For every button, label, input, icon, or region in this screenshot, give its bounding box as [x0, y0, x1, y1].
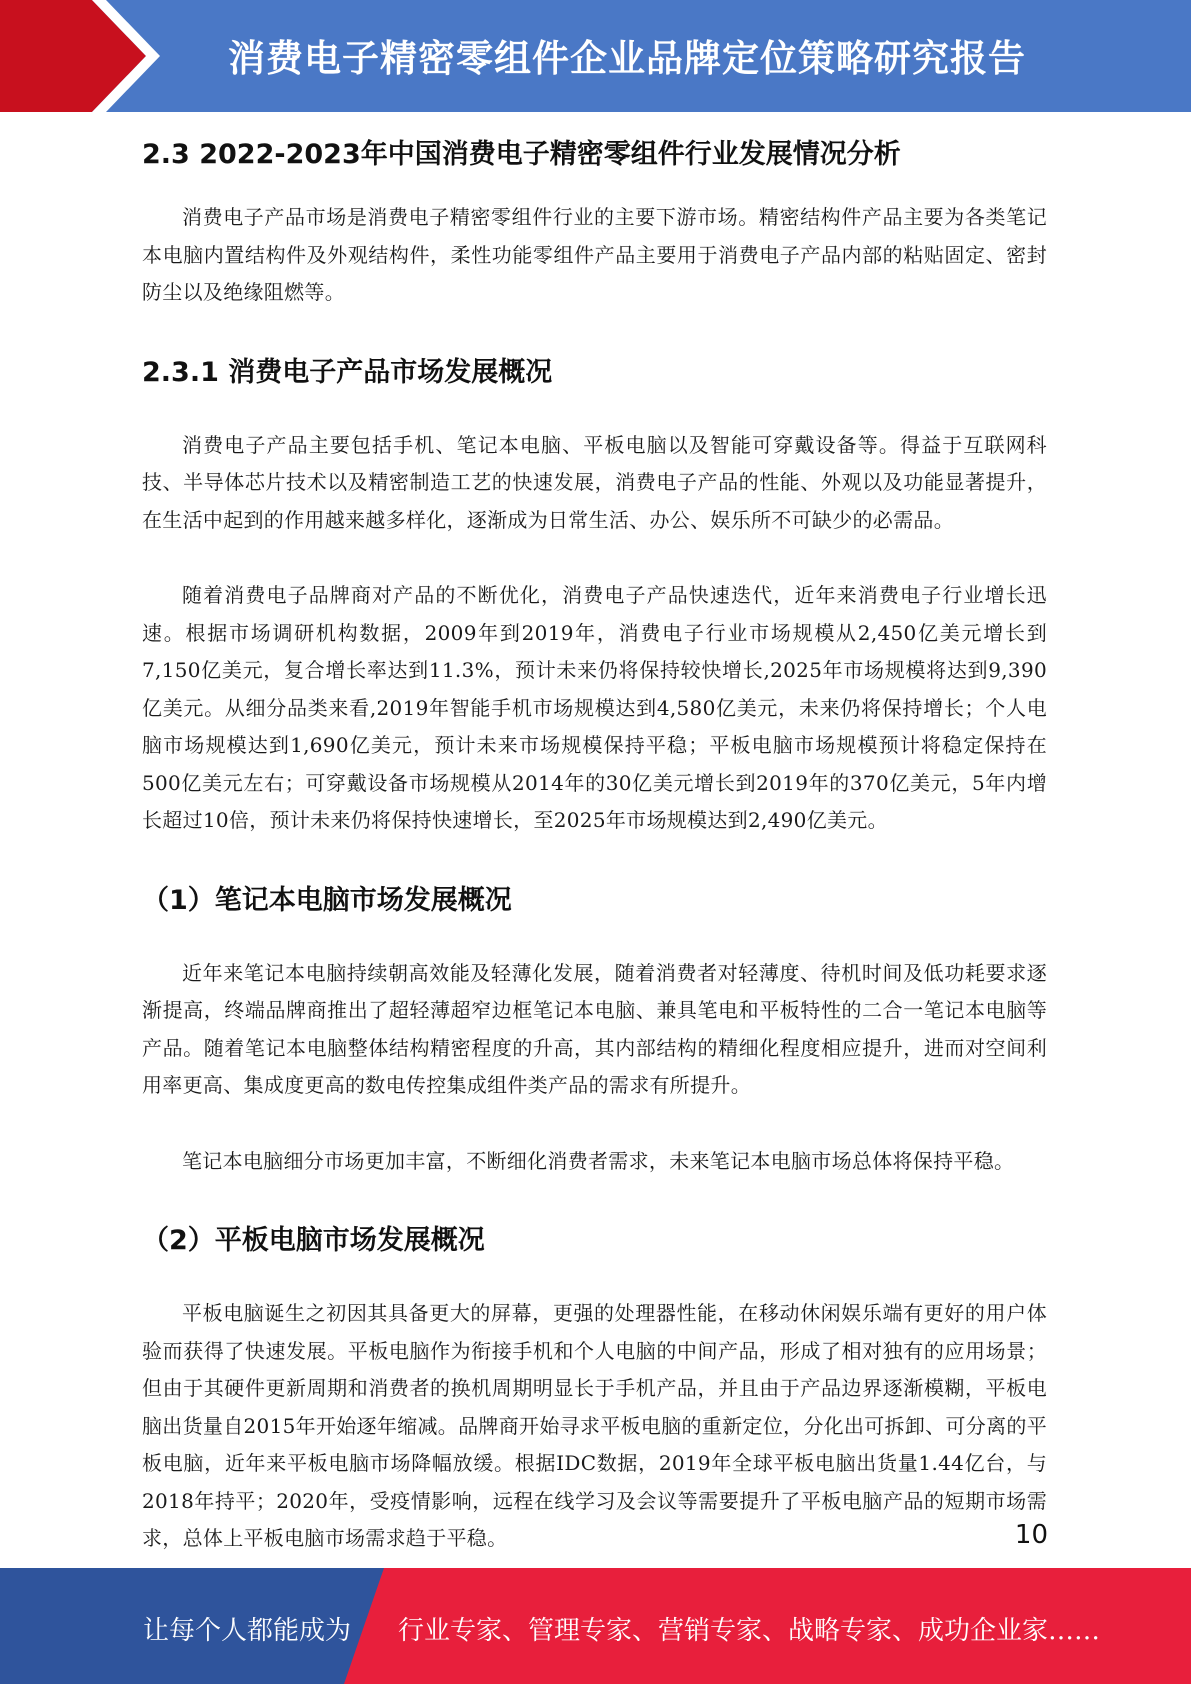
page-number: 10: [1014, 1520, 1048, 1550]
tablet-market-heading: （2）平板电脑市场发展概况: [142, 1225, 485, 1256]
subsection-paragraph-1: 消费电子产品主要包括手机、笔记本电脑、平板电脑以及智能可穿戴设备等。得益于互联网科技、半导体芯片技术以及精密制造工艺的快速发展，消费电子产品的性能、外观以及功能显著提升，在生活中起到的作用越来越多样化，逐渐成为日常生活、办公、娱乐所不可缺少的必需品。: [142, 432, 1047, 532]
footer-slogan-left: 让每个人都能成为: [143, 1616, 352, 1646]
header-bar: [0, 0, 1191, 112]
page-content: [142, 132, 1047, 1558]
laptop-paragraph-2: 笔记本电脑细分市场更加丰富，不断细化消费者需求，未来笔记本电脑市场总体将保持平稳。: [182, 1148, 1015, 1173]
tablet-paragraph-1: 平板电脑诞生之初因其具备更大的屏幕，更强的处理器性能，在移动休闲娱乐端有更好的用户体验而获得了快速发展。平板电脑作为衔接手机和个人电脑的中间产品，形成了相对独有的应用场景；但由于其硬件更新周期和消费者的换机周期明显长于手机产品，并且由于产品边界逐渐模糊，平板电脑出货量自2015年开始逐年缩减。品牌商开始寻求平板电脑的重新定位，分化出可拆卸、可分离的平板电脑，近年来平板电脑市场降幅放缓。根据IDC数据，2019年全球平板电脑出货量1.44亿台，与2018年持平；2020年，受疫情影响，远程在线学习及会议等需要提升了平板电脑产品的短期市场需求，总体上平板电脑市场需求趋于平稳。: [142, 1301, 1047, 1550]
subsection-paragraph-2: 随着消费电子品牌商对产品的不断优化，消费电子产品快速迭代，近年来消费电子行业增长迅速。根据市场调研机构数据，2009年到2019年，消费电子行业市场规模从2,450亿美元增长到7,150亿美元，复合增长率达到11.3%，预计未来仍将保持较快增长,2025年市场规模将达到9,390亿美元。从细分品类来看,2019年智能手机市场规模达到4,580亿美元，未来仍将保持增长；个人电脑市场规模达到1,690亿美元，预计未来市场规模保持平稳；平板电脑市场规模预计将稳定保持在500亿美元左右；可穿戴设备市场规模从2014年的30亿美元增长到2019年的370亿美元，5年内增长超过10倍，预计未来仍将保持快速增长，至2025年市场规模达到2,490亿美元。: [142, 583, 1047, 832]
section-intro-paragraph: 消费电子产品市场是消费电子精密零组件行业的主要下游市场。精密结构件产品主要为各类笔记本电脑内置结构件及外观结构件，柔性功能零组件产品主要用于消费电子产品内部的粘贴固定、密封防尘以及绝缘阻燃等。: [142, 205, 1047, 304]
section-heading: 2.3 2022-2023年中国消费电子精密零组件行业发展情况分析: [142, 139, 901, 170]
footer-slogan-right: 行业专家、管理专家、营销专家、战略专家、成功企业家……: [398, 1616, 1101, 1646]
subsection-heading: 2.3.1 消费电子产品市场发展概况: [142, 356, 553, 388]
header-chevron-decoration: [0, 0, 160, 112]
report-title: 消费电子精密零组件企业品牌定位策略研究报告: [228, 37, 1026, 80]
laptop-paragraph-1: 近年来笔记本电脑持续朝高效能及轻薄化发展，随着消费者对轻薄度、待机时间及低功耗要求逐渐提高，终端品牌商推出了超轻薄超窄边框笔记本电脑、兼具笔电和平板特性的二合一笔记本电脑等产品。随着笔记本电脑整体结构精密程度的升高，其内部结构的精细化程度相应提升，进而对空间利用率更高、集成度更高的数电传控集成组件类产品的需求有所提升。: [142, 960, 1047, 1097]
laptop-market-heading: （1）笔记本电脑市场发展概况: [142, 884, 512, 916]
